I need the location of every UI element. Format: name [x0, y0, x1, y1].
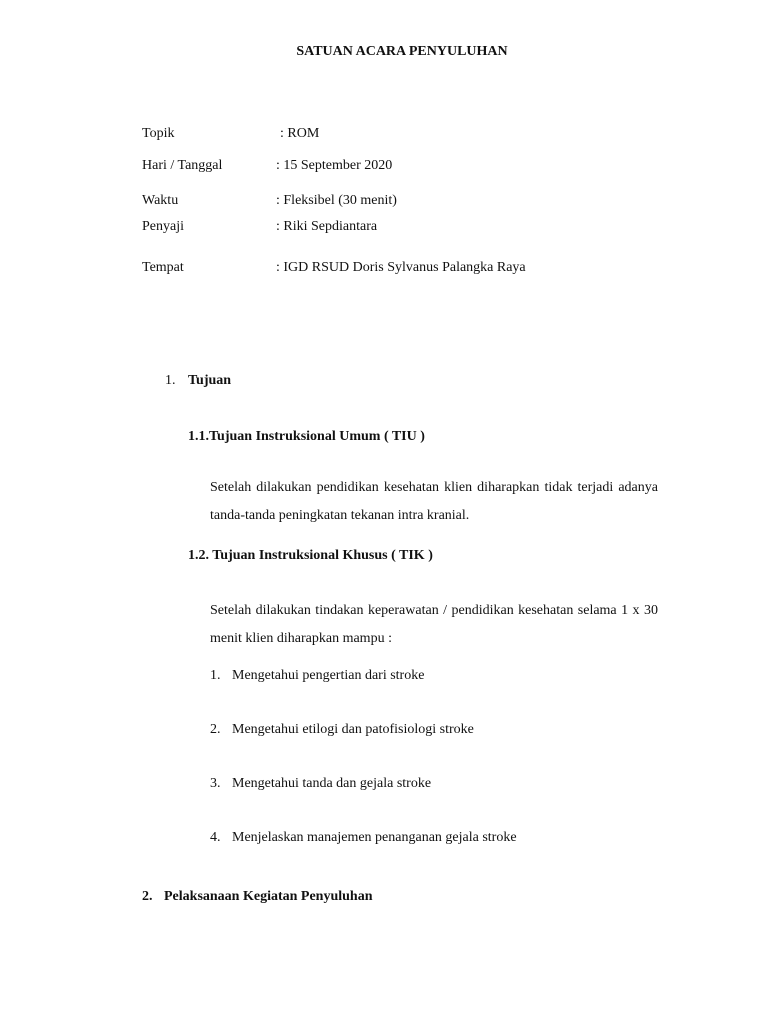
tik-item-text: Mengetahui etilogi dan patofisiologi stroke — [232, 722, 474, 737]
tiu-paragraph: Setelah dilakukan pendidikan kesehatan klien diharapkan tidak terjadi adanya tanda-tanda peningkatan tekanan intra kranial. — [210, 480, 658, 523]
section-2-heading: Pelaksanaan Kegiatan Penyuluhan — [164, 889, 373, 904]
section-2-number: 2. — [142, 889, 153, 904]
info-value-topik: : ROM — [280, 126, 320, 141]
tik-paragraph: Setelah dilakukan tindakan keperawatan / pendidikan kesehatan selama 1 x 30 menit klien diharapkan mampu : — [210, 603, 658, 646]
subsection-tik-heading: 1.2. Tujuan Instruksional Khusus ( TIK ) — [188, 548, 433, 563]
info-label-waktu: Waktu — [142, 193, 179, 208]
section-1-heading: Tujuan — [188, 373, 232, 388]
info-value-penyaji: : Riki Sepdiantara — [276, 219, 378, 234]
tik-item-text: Menjelaskan manajemen penanganan gejala stroke — [232, 830, 517, 845]
section-1-number: 1. — [165, 373, 176, 388]
info-label-tempat: Tempat — [142, 260, 184, 275]
info-value-waktu: : Fleksibel (30 menit) — [276, 193, 397, 208]
tik-item-text: Mengetahui pengertian dari stroke — [232, 668, 425, 683]
info-label-tanggal: Hari / Tanggal — [142, 158, 223, 173]
tik-item-text: Mengetahui tanda dan gejala stroke — [232, 776, 432, 791]
info-value-tempat: : IGD RSUD Doris Sylvanus Palangka Raya — [276, 260, 526, 275]
info-label-topik: Topik — [142, 126, 175, 141]
tik-item-number: 2. — [210, 722, 221, 737]
tik-item-number: 3. — [210, 776, 221, 791]
tik-item-number: 4. — [210, 830, 221, 845]
subsection-tiu-heading: 1.1.Tujuan Instruksional Umum ( TIU ) — [188, 429, 425, 444]
info-label-penyaji: Penyaji — [142, 219, 184, 234]
document-title: SATUAN ACARA PENYULUHAN — [296, 44, 508, 59]
tik-item-number: 1. — [210, 668, 221, 683]
info-value-tanggal: : 15 September 2020 — [276, 158, 393, 173]
